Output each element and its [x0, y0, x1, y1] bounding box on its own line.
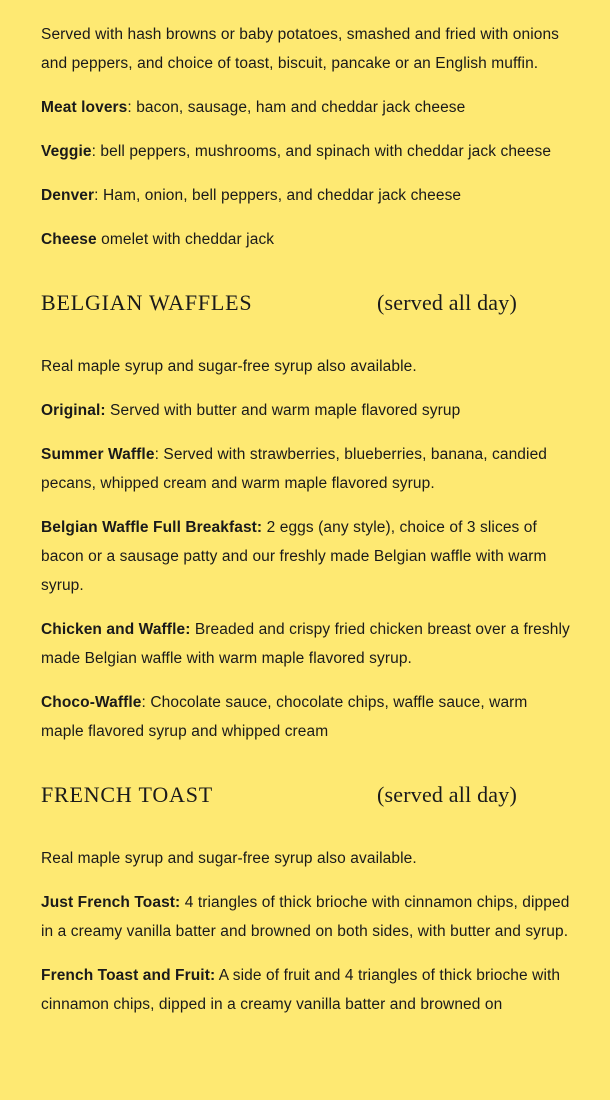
french-toast-item [41, 961, 570, 1019]
waffles-served-note: (served all day) [376, 290, 517, 315]
waffle-desc: : Served with strawberries, blueberries, banana, candied pecans, whipped cream and warm maple flavored syrup. [41, 446, 548, 492]
waffle-desc: 2 eggs (any style), choice of 3 slices of bacon or a sausage patty and our freshly made Belgian waffle with warm syrup. [41, 519, 547, 594]
french-toast-name: French Toast and Fruit: [41, 967, 216, 984]
waffle-item [41, 440, 570, 498]
french-toast-heading [41, 780, 517, 810]
french-toast-title: FRENCH TOAST [41, 782, 213, 807]
waffle-name: Belgian Waffle Full Breakfast: [41, 519, 263, 536]
omelet-desc: : bell peppers, mushrooms, and spinach with cheddar jack cheese [91, 143, 552, 160]
omelet-item [41, 225, 570, 254]
omelet-desc: : Ham, onion, bell peppers, and cheddar jack cheese [94, 187, 462, 204]
waffle-name: Chicken and Waffle: [41, 621, 191, 638]
waffle-desc: Served with butter and warm maple flavored syrup [105, 402, 461, 419]
omelet-item [41, 93, 570, 122]
waffle-name: Summer Waffle [41, 446, 155, 463]
french-toast-desc: 4 triangles of thick brioche with cinnamon chips, dipped in a creamy vanilla batter and browned on both sides, with butter and syrup. [41, 894, 570, 940]
waffles-title: BELGIAN WAFFLES [41, 290, 253, 315]
waffle-name: Choco-Waffle [41, 694, 142, 711]
omelet-name: Veggie [41, 143, 92, 160]
waffle-item [41, 615, 570, 673]
omelet-name: Denver [41, 187, 95, 204]
waffle-item [41, 513, 570, 600]
waffles-syrup-note: Real maple syrup and sugar-free syrup also available. [41, 358, 417, 375]
omelet-item [41, 181, 570, 210]
omelet-desc: : bacon, sausage, ham and cheddar jack cheese [127, 99, 466, 116]
omelet-intro: Served with hash browns or baby potatoes, smashed and fried with onions and peppers, and choice of toast, biscuit, pancake or an English muffin. [41, 26, 560, 72]
waffles-heading [41, 288, 517, 318]
omelet-item [41, 137, 570, 166]
omelet-name: Meat lovers [41, 99, 128, 116]
omelet-desc: omelet with cheddar jack [96, 231, 275, 248]
omelet-name: Cheese [41, 231, 97, 248]
waffle-desc: Breaded and crispy fried chicken breast over a freshly made Belgian waffle with warm maple flavored syrup. [41, 621, 570, 667]
waffle-item [41, 688, 570, 746]
waffle-item [41, 396, 570, 425]
french-toast-item [41, 888, 570, 946]
french-toast-desc: A side of fruit and 4 triangles of thick brioche with cinnamon chips, dipped in a creamy vanilla batter and browned on [41, 967, 561, 1013]
waffle-name: Original: [41, 402, 106, 419]
french-toast-name: Just French Toast: [41, 894, 181, 911]
french-toast-served-note: (served all day) [376, 782, 517, 807]
french-toast-syrup-note: Real maple syrup and sugar-free syrup also available. [41, 850, 417, 867]
waffle-desc: : Chocolate sauce, chocolate chips, waffle sauce, warm maple flavored syrup and whipped cream [41, 694, 528, 740]
